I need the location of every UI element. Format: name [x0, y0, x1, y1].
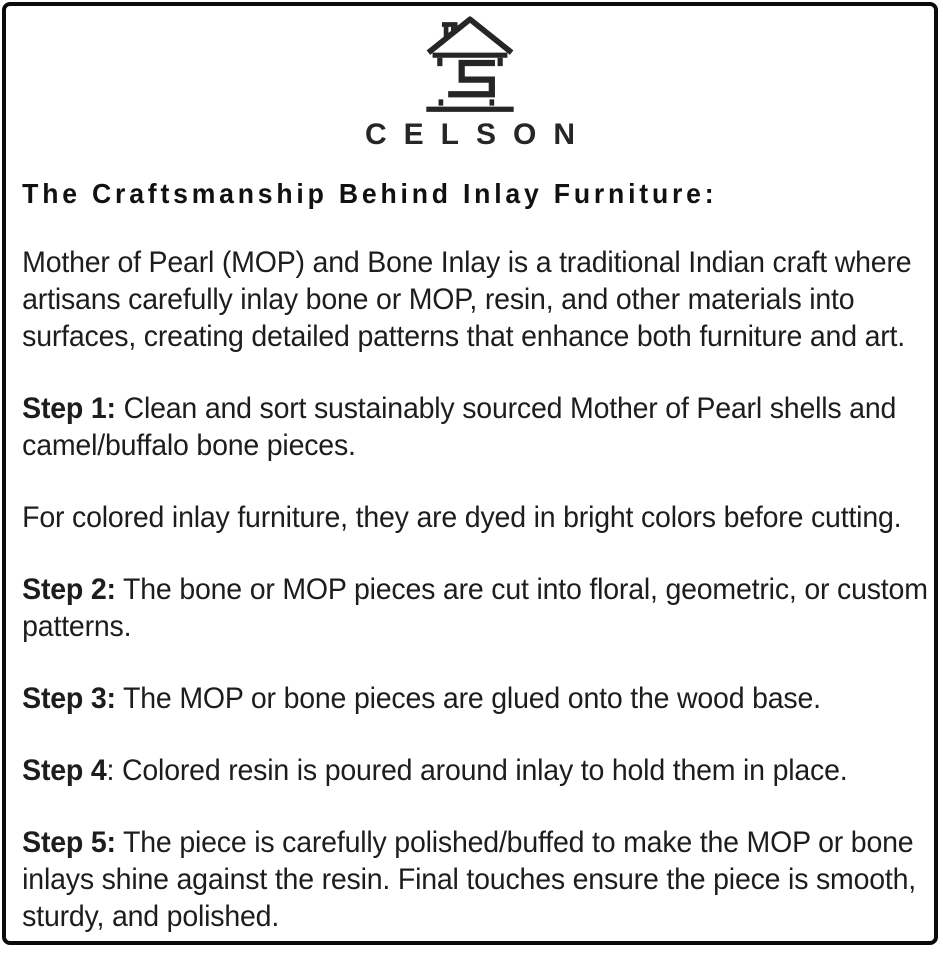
step-1-label: Step 1:: [22, 392, 116, 425]
text-line: sturdy, and polished.: [22, 900, 280, 933]
step-4-paragraph: [22, 752, 938, 789]
step-4-text: : Colored resin is poured around inlay to hold them in place.: [106, 754, 848, 787]
step-5-text: The piece is carefully polished/buffed to make the MOP or bone: [115, 826, 914, 859]
intro-paragraph: [22, 244, 938, 355]
text-line: [22, 680, 938, 717]
step-3-paragraph: [22, 680, 938, 717]
step-1-text: Clean and sort sustainably sourced Mother of Pearl shells and: [115, 392, 897, 425]
text-line: camel/buffalo bone pieces.: [22, 429, 356, 462]
roof-shape: [428, 19, 511, 52]
text-line: patterns.: [22, 610, 132, 643]
text-line: [22, 824, 938, 861]
step-2-label: Step 2:: [22, 573, 116, 606]
step-3-label: Step 3:: [22, 682, 116, 715]
step-5-label: Step 5:: [22, 826, 116, 859]
s-monogram: [448, 63, 495, 94]
text-line: inlays shine against the resin. Final touches ensure the piece is smooth,: [22, 863, 917, 896]
text-line: surfaces, creating detailed patterns that enhance both furniture and art.: [22, 320, 906, 353]
step-4-label: Step 4: [22, 754, 107, 787]
colored-note-paragraph: [22, 499, 938, 536]
step-5-paragraph: [22, 824, 938, 935]
text-line: For colored inlay furniture, they are dyed in bright colors before cutting.: [22, 501, 902, 534]
text-line: [22, 752, 938, 789]
celson-house-logo-icon: [420, 11, 520, 115]
article-heading: The Craftsmanship Behind Inlay Furniture:: [22, 178, 718, 209]
article-content: [6, 177, 938, 935]
brand-header: [6, 6, 934, 153]
text-line: [22, 571, 938, 608]
text-line: [22, 390, 938, 427]
step-2-text: The bone or MOP pieces are cut into floral, geometric, or custom: [115, 573, 928, 606]
text-line: artisans carefully inlay bone or MOP, resin, and other materials into: [22, 283, 855, 316]
brand-name: CELSON: [364, 118, 592, 151]
text-line: Mother of Pearl (MOP) and Bone Inlay is a traditional Indian craft where: [22, 246, 912, 279]
step-3-text: The MOP or bone pieces are glued onto the wood base.: [115, 682, 821, 715]
step-1-paragraph: [22, 390, 938, 464]
step-2-paragraph: [22, 571, 938, 645]
flyer-border-frame: [2, 2, 938, 945]
